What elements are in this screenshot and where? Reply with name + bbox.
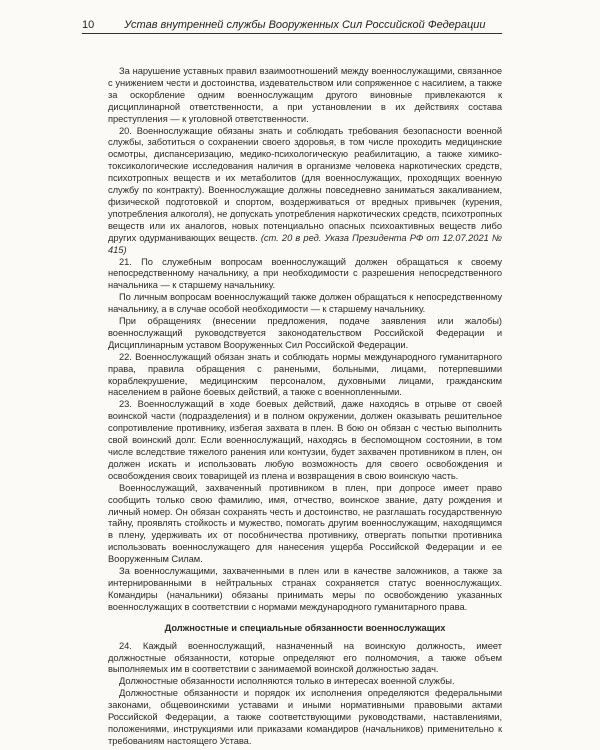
section-heading: Должностные и специальные обязанности военнослужащих (164, 622, 446, 633)
paragraph: По личным вопросам военнослужащий также должен обращаться к непосредственному начальнику, а в случае особой необходимости — к старшему начальнику. (108, 292, 502, 315)
paragraph: 22. Военнослужащий обязан знать и соблюдать нормы международного гуманитарного права, правила обращения с ранеными, больными, лицами, потерпевшими кораблекрушение, медицинским персоналом, духовными лицами, гражданским населением в районе боевых действий, а также с военнопленными. (108, 351, 502, 398)
paragraph: 23. Военнослужащий в ходе боевых действий, даже находясь в отрыве от своей воинской части (подразделения) и в полном окружении, должен оказывать решительное сопротивление противнику, избегая захвата в плен. В бою он обязан с честью выполнить свой воинский долг. Если военнослужащий, находясь в беспомощном состоянии, в том числе вследствие тяжелого ранения или контузии, будет захвачен противником в плен, он должен искать и использовать любую возможность для своего освобождения и освобождения своих товарищей из плена и возвращения в свою воинскую часть. (108, 399, 502, 481)
paragraph: 21. По служебным вопросам военнослужащий должен обращаться к своему непосредственному начальнику, а при необходимости с разрешения непосредственного начальника — к старшему начальнику. (108, 256, 502, 291)
page-number: 10 (82, 19, 95, 31)
paragraph: При обращениях (внесении предложения, подаче заявления или жалобы) военнослужащий руководствуется законодательством Российской Федерации и Дисциплинарным уставом Вооруженных Сил Российской Федерации. (108, 316, 502, 350)
paragraph: 20. Военнослужащие обязаны знать и соблюдать требования безопасности военной службы, заботиться о сохранении своего здоровья, в том числе проходить медицинские осмотры, диспансеризацию, медико-психологическую реабилитацию, а также химико-токсикологические исследования наличия в организме человека наркотических средств, психотропных веществ и их метаболитов (для военнослужащих, проходящих военную службу по контракту). Военнослужащие должны повседневно заниматься закаливанием, физической подготовкой и спортом, воздерживаться от вредных привычек (курения, употребления алкоголя), не допускать употребления наркотических средств, психотропных веществ или их аналогов, новых потенциально опасных психоактивных веществ либо других одурманивающих веществ. (ст. 20 в ред. Указа Президента РФ от 12.07.2021 № 415) (108, 125, 502, 255)
paragraph: За военнослужащими, захваченными в плен или в качестве заложников, а также за интернированными в нейтральных странах сохраняется статус военнослужащих. Командиры (начальники) обязаны принимать меры по освобождению указанных военнослужащих в соответствии с нормами международного гуманитарного права. (108, 566, 502, 612)
running-title: Устав внутренней службы Вооруженных Сил Российской Федерации (124, 19, 486, 31)
paragraph: За нарушение уставных правил взаимоотношений между военнослужащими, связанное с унижением чести и достоинства, издевательством или сопряженное с насилием, а также за оскорбление одним военнослужащим другого виновные привлекаются к дисциплинарной ответственности, а при установлении в их действиях состава преступления — к уголовной ответственности. (108, 66, 502, 124)
page-header (82, 6, 502, 34)
amendment-reference: (ст. 20 в ред. Указа Президента РФ от 12.07.2021 № 415) (108, 232, 502, 255)
paragraph: 24. Каждый военнослужащий, назначенный на воинскую должность, имеет должностные обязанности, которые определяют его полномочия, а также объем выполняемых им в соответствии с занимаемой воинской должностью задач. (108, 640, 502, 675)
document-body (108, 66, 502, 748)
paragraph: Должностные обязанности и порядок их исполнения определяются федеральными законами, общевоинскими уставами и иными нормативными правовыми актами Российской Федерации, а также соответствующими руководствами, наставлениями, положениями, инструкциями или приказами командиров (начальников) применительно к требованиям настоящего Устава. (108, 688, 502, 746)
paragraph: Должностные обязанности исполняются только в интересах военной службы. (119, 676, 455, 687)
paragraph: Военнослужащий, захваченный противником в плен, при допросе имеет право сообщить только свою фамилию, имя, отчество, воинское звание, дату рождения и личный номер. Он обязан сохранять честь и достоинство, не разглашать государственную тайну, проявлять стойкость и мужество, помогать другим военнослужащим, находящимся в плену, удерживать их от пособничества противнику, отвергать попытки противника использовать военнослужащего для нанесения ущерба Российской Федерации и ее Вооруженным Силам. (108, 482, 502, 565)
